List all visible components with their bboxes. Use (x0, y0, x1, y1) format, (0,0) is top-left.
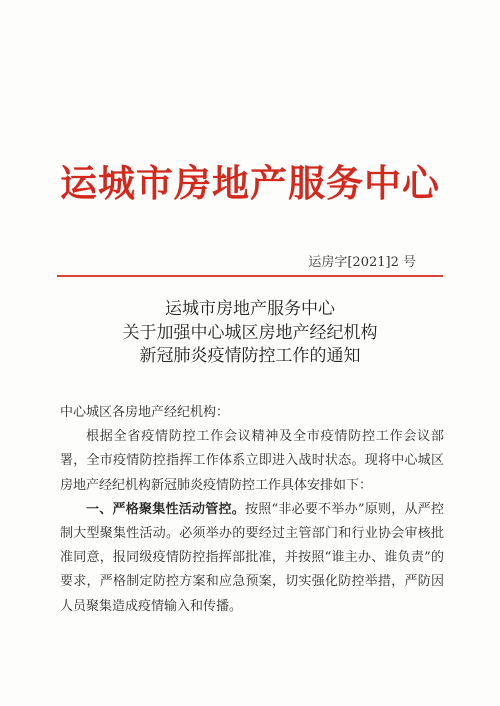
notice-body (60, 401, 444, 619)
notice-title (0, 298, 500, 369)
intro-paragraph: 根据全省疫情防控工作会议精神及全市疫情防控工作会议部署，全市疫情防控指挥工作体系立即进入战时状态。现将中心城区房地产经纪机构新冠肺炎疫情防控工作具体安排如下： (60, 429, 444, 493)
masthead-title: 运城市房地产服务中心 (60, 162, 440, 205)
item-1-text: 按照“非必要不举办”原则，从严控制大型聚集性活动。必须举办的要经过主管部门和行业协会审核批准同意，报同级疫情防控指挥部批准，并按照“谁主办、谁负责”的要求，严格制定防控方案和应急预案，切实强化防控举措，严防因人员聚集造成疫情输入和传播。 (60, 501, 444, 614)
title-line-3: 新冠肺炎疫情防控工作的通知 (139, 346, 361, 366)
item-1-paragraph (60, 498, 444, 619)
title-line-2: 关于加强中心城区房地产经纪机构 (122, 322, 378, 343)
document-number: 运房字[2021]2 号 (308, 255, 416, 270)
item-1-heading: 一、严格聚集性活动管控。 (86, 501, 245, 517)
title-line-1: 运城市房地产服务中心 (165, 299, 335, 319)
salutation: 中心城区各房地产经纪机构： (60, 405, 230, 420)
red-divider (57, 275, 443, 277)
